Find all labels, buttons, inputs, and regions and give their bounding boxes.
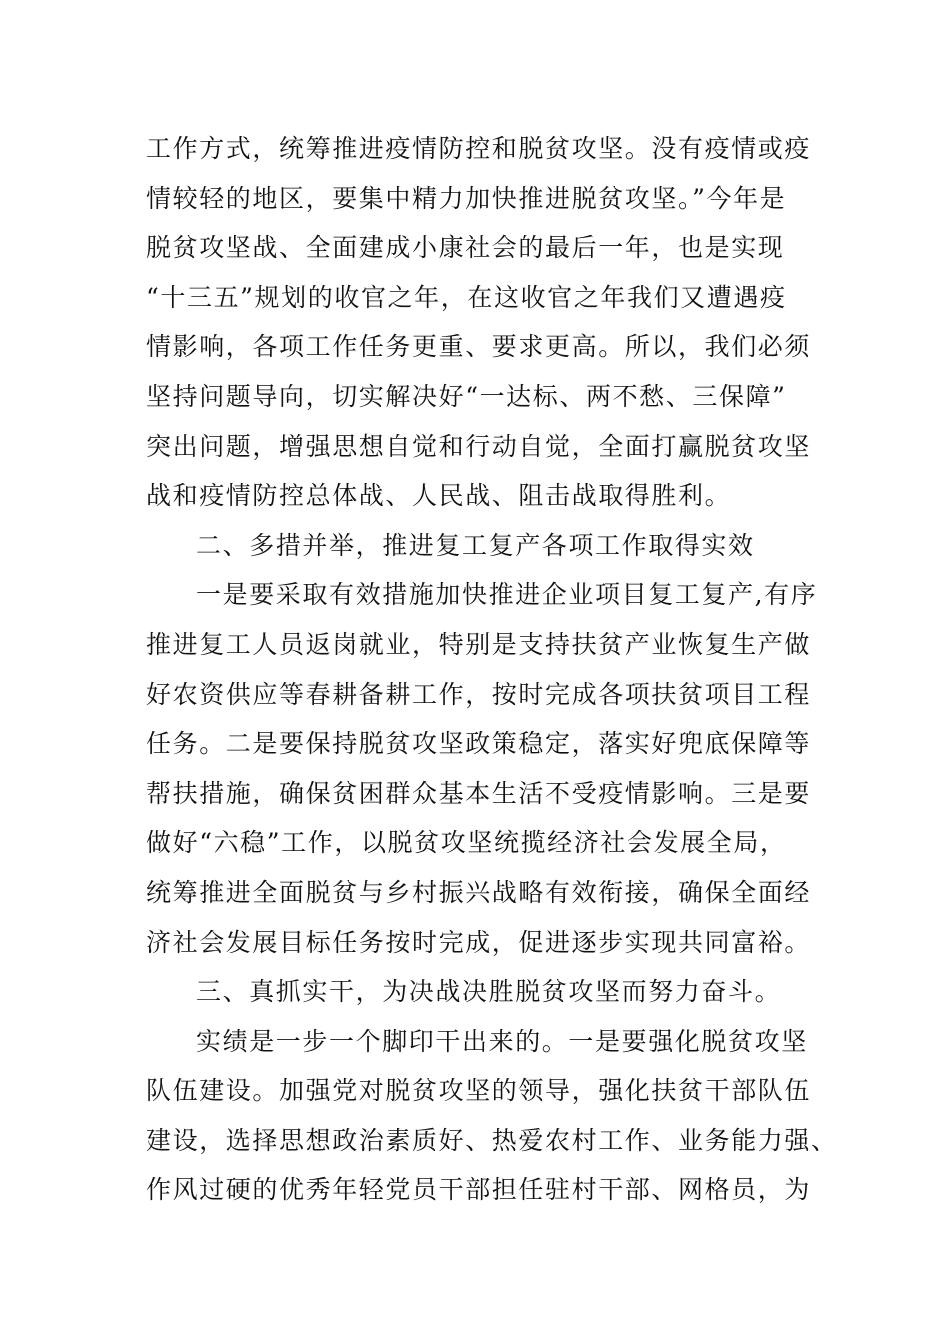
text-line: 做好“六稳”工作，以脱贫攻坚统揽经济社会发展全局， xyxy=(146,828,787,858)
text-line: “十三五”规划的收官之年，在这收官之年我们又遭遇疫 xyxy=(146,282,787,312)
text-line: 任务。二是要保持脱贫攻坚政策稳定，落实好兜底保障等 xyxy=(146,729,812,759)
text-line: 作风过硬的优秀年轻党员干部担任驻村干部、网格员，为 xyxy=(146,1175,812,1205)
text-line: 情较轻的地区，要集中精力加快推进脱贫攻坚。”今年是 xyxy=(146,183,787,213)
text-line: 情影响，各项工作任务更重、要求更高。所以，我们必须 xyxy=(146,332,812,362)
text-line: 脱贫攻坚战、全面建成小康社会的最后一年，也是实现 xyxy=(146,233,785,263)
section-heading: 二、多措并举，推进复工复产各项工作取得实效 xyxy=(196,530,755,560)
paragraph-first-line: 实绩是一步一个脚印干出来的。一是要强化脱贫攻坚 xyxy=(196,1026,808,1056)
body-text xyxy=(146,124,838,1215)
text-line: 队伍建设。加强党对脱贫攻坚的领导，强化扶贫干部队伍 xyxy=(146,1076,812,1106)
text-line: 工作方式，统筹推进疫情防控和脱贫攻坚。没有疫情或疫 xyxy=(146,134,812,163)
section-heading: 三、真抓实干，为决战决胜脱贫攻坚而努力奋斗。 xyxy=(196,977,782,1007)
text-line: 建设，选择思想政治素质好、热爱农村工作、业务能力强、 xyxy=(146,1125,838,1155)
paragraph-first-line: 一是要采取有效措施加快推进企业项目复工复产,有序 xyxy=(196,580,818,610)
text-line: 战和疫情防控总体战、人民战、阻击战取得胜利。 xyxy=(146,481,732,511)
text-line: 济社会发展目标任务按时完成，促进逐步实现共同富裕。 xyxy=(146,927,812,957)
text-line: 坚持问题导向，切实解决好“一达标、两不愁、三保障” xyxy=(146,381,787,411)
text-line: 推进复工人员返岗就业，特别是支持扶贫产业恢复生产做 xyxy=(146,629,812,659)
text-line: 统筹推进全面脱贫与乡村振兴战略有效衔接，确保全面经 xyxy=(146,877,812,907)
text-line: 突出问题，增强思想自觉和行动自觉，全面打赢脱贫攻坚 xyxy=(146,431,812,461)
text-line: 帮扶措施，确保贫困群众基本生活不受疫情影响。三是要 xyxy=(146,778,812,808)
text-line: 好农资供应等春耕备耕工作，按时完成各项扶贫项目工程 xyxy=(146,679,812,709)
